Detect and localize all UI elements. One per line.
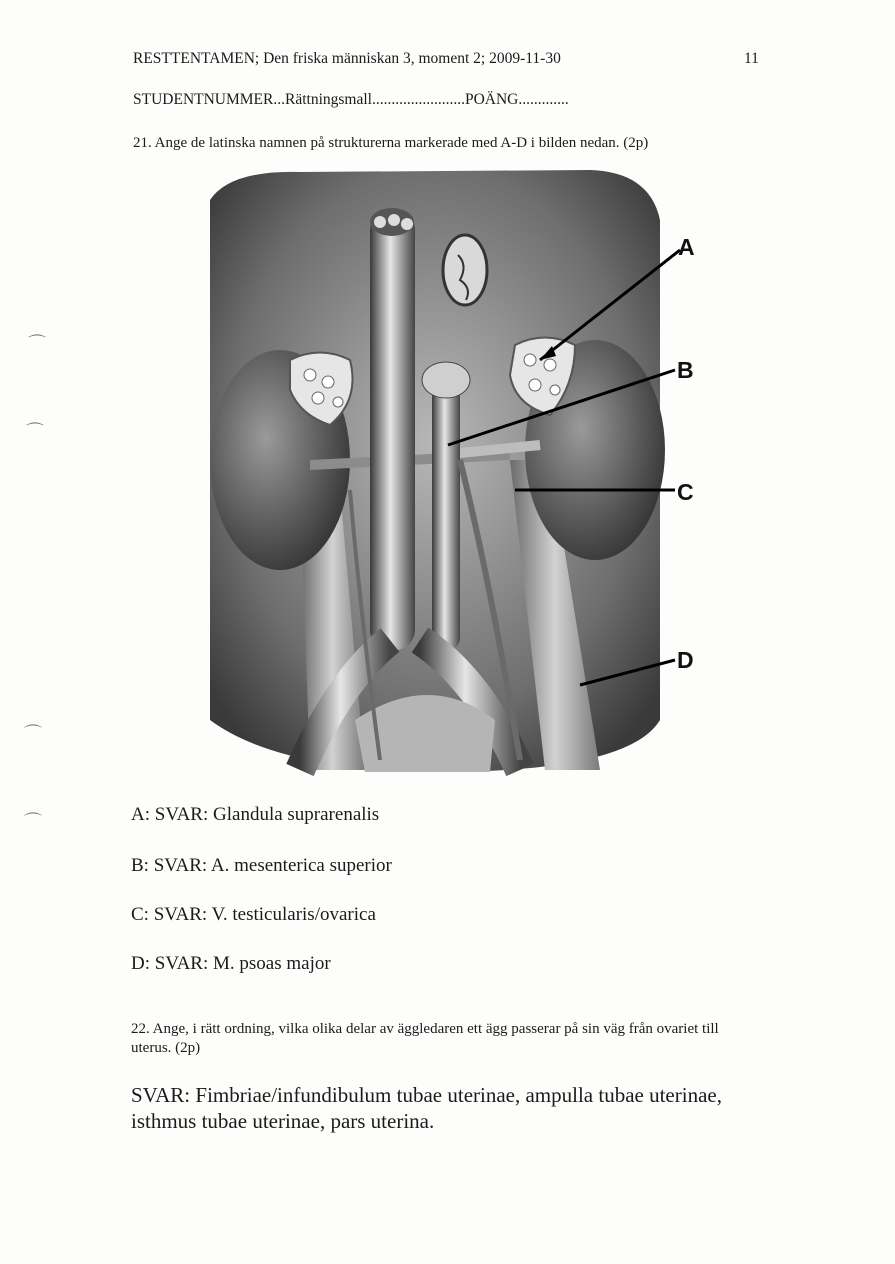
exam-title: RESTTENTAMEN; Den friska människan 3, moment 2; 2009-11-30 [133,50,561,67]
answer-d: D: SVAR: M. psoas major [131,953,331,974]
scan-mark: ⌒ [26,422,44,442]
question-22-answer: SVAR: Fimbriae/infundibulum tubae uterinae, ampulla tubae uterinae, isthmus tubae uterinae, pars uterina. [131,1083,722,1133]
celiac-trunk [422,362,470,398]
student-number-line: STUDENTNUMMER...Rättningsmall........................POÄNG............. [133,91,569,108]
label-b: B [677,357,694,383]
question-21-text: 21. Ange de latinska namnen på strukturerna markerade med A-D i bilden nedan. (2p) [133,135,649,151]
scan-mark: ⌒ [24,812,42,832]
vena-cava [370,210,415,650]
answer-b: B: SVAR: A. mesenterica superior [131,855,392,876]
scan-mark: ⌒ [28,334,46,354]
answer-c: C: SVAR: V. testicularis/ovarica [131,904,376,925]
question-22-text: 22. Ange, i rätt ordning, vilka olika delar av äggledaren ett ägg passerar på sin väg från ovariet till uterus. (2p) [131,1021,719,1056]
aorta [432,370,460,650]
esophagus [443,235,487,305]
label-d: D [677,647,694,673]
scan-mark: ⌒ [24,724,42,744]
label-a: A [678,234,695,260]
page-number: 11 [744,50,759,67]
label-c: C [677,479,694,505]
anatomy-illustration [190,160,710,780]
answer-a: A: SVAR: Glandula suprarenalis [131,804,380,825]
